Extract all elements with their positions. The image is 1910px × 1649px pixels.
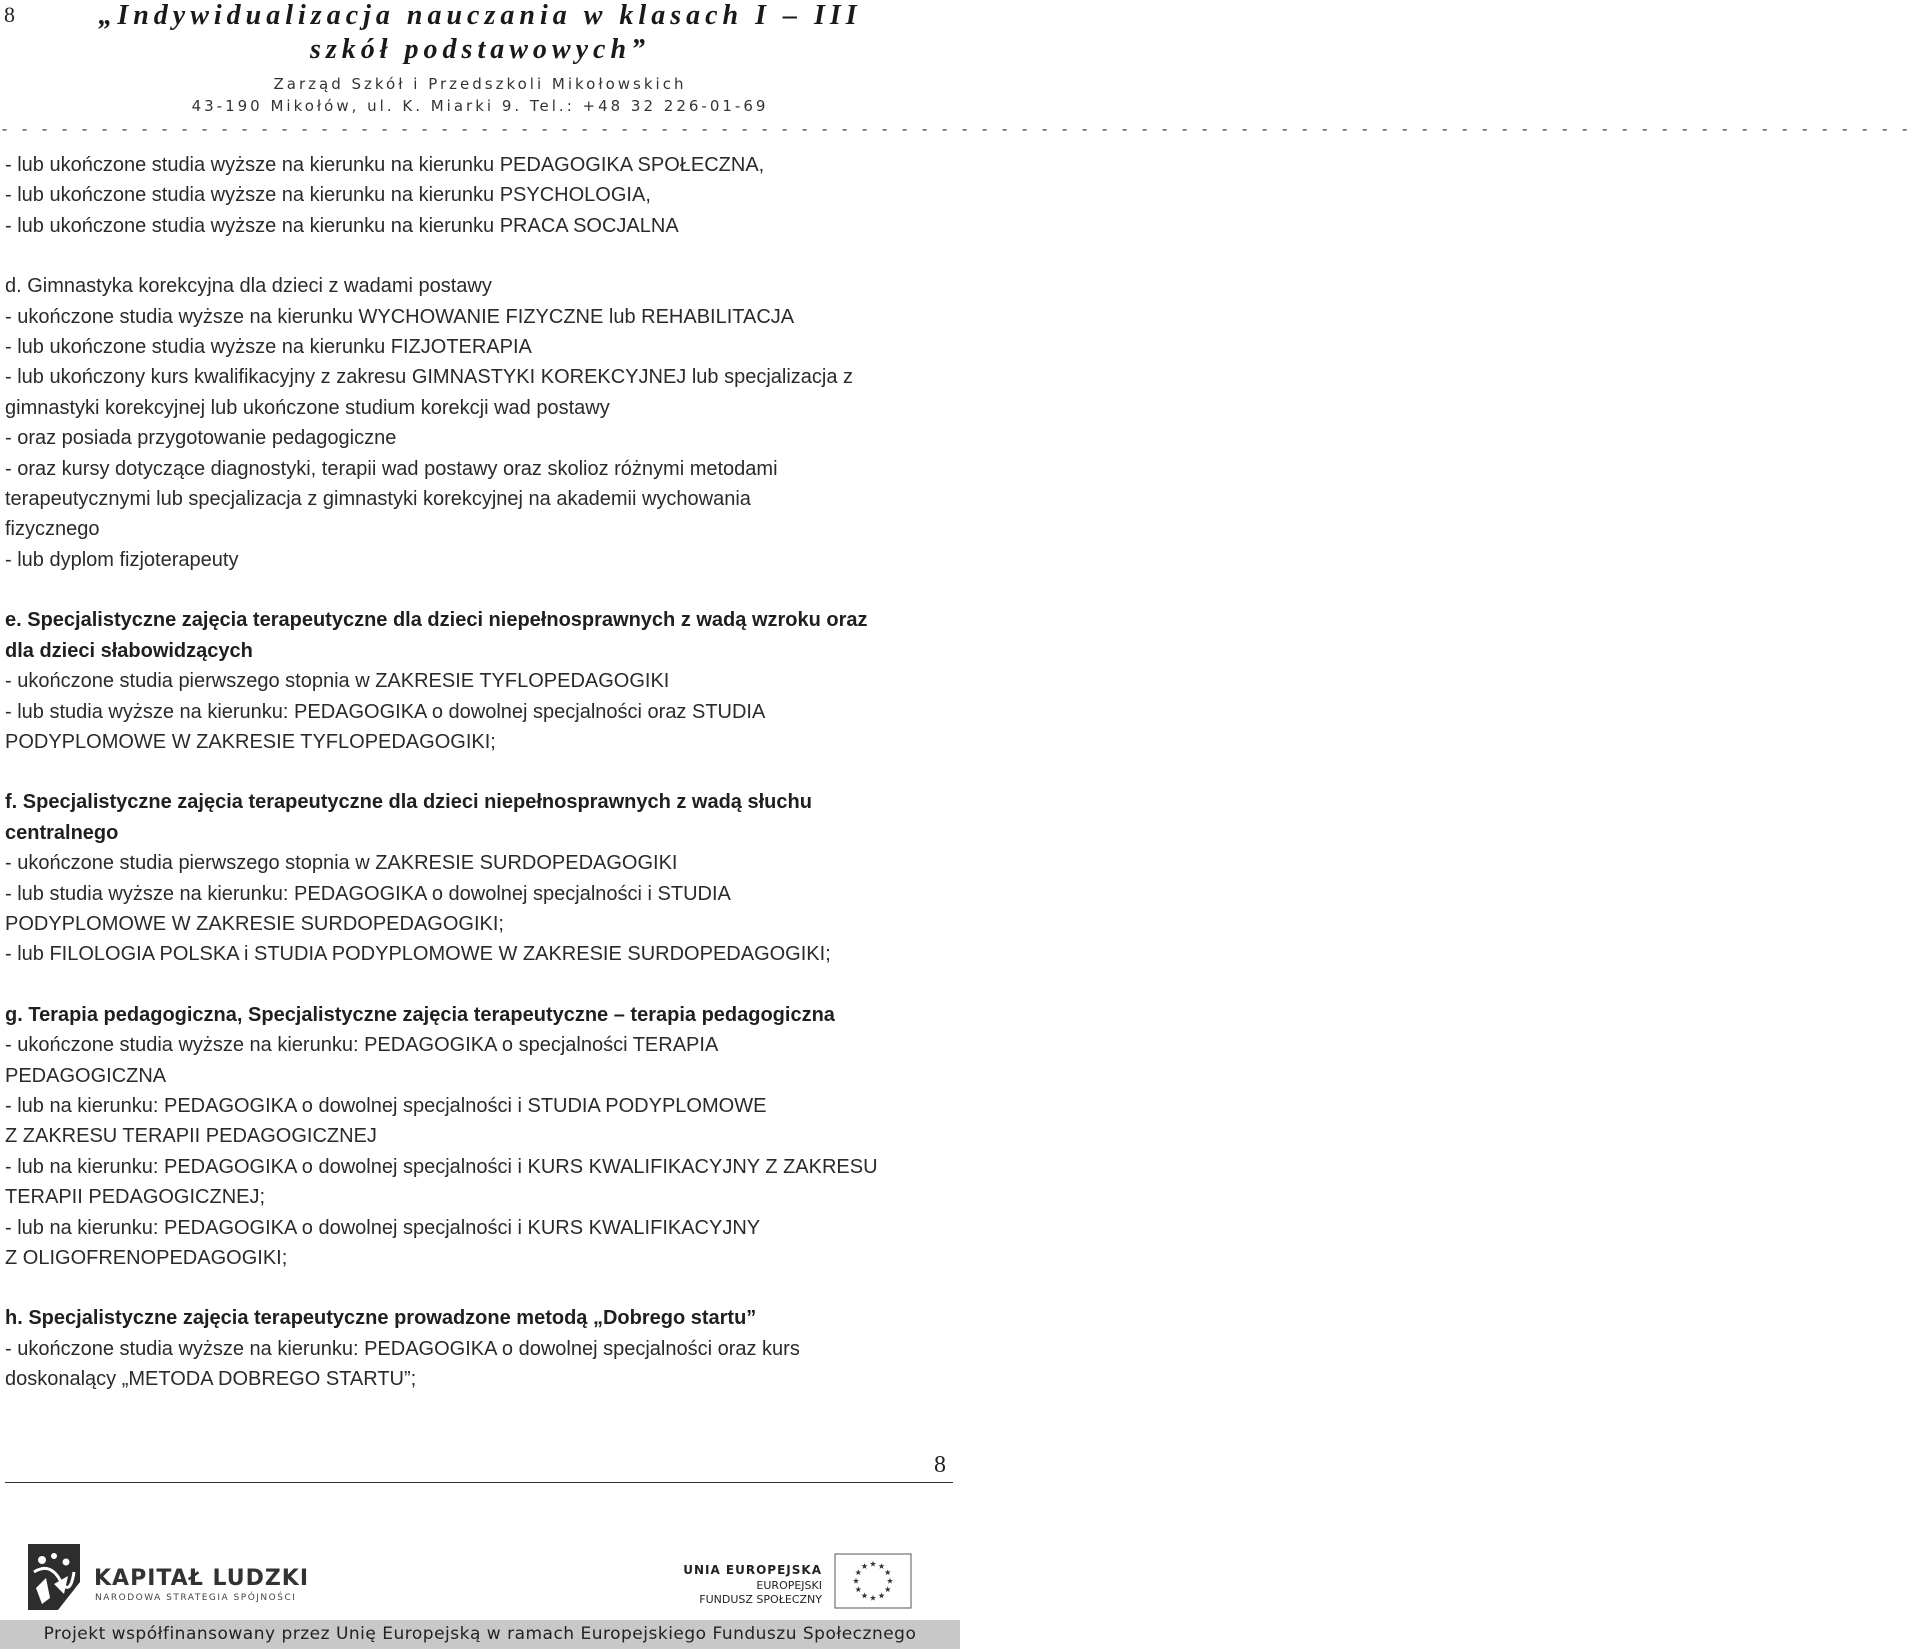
section-d-line: gimnastyki korekcyjnej lub ukończone studium korekcji wad postawy [5,396,610,419]
eu-flag-icon [834,1553,912,1609]
header-separator: - - - - - - - - - - - - - - - - - - - - - - - - - - - - - - - - - - - - - - - - - - - - - - - - - - - - - - - - - - - - - - - - - - - - - - - - - - - - - - - - - - - - - - - - - - - - - - - - [0,122,1910,139]
document-title-line-2: szkół podstawowych” [309,34,651,65]
section-h-line: - ukończone studia wyższe na kierunku: PEDAGOGIKA o dowolnej specjalności oraz kurs [5,1337,800,1360]
section-f-line: - ukończone studia pierwszego stopnia w ZAKRESIE SURDOPEDAGOGIKI [5,852,678,875]
eu-fund-line-1: EUROPEJSKI [756,1579,822,1592]
document-title-line-1: „Indywidualizacja nauczania w klasach I – III [98,0,862,31]
footer-rule [5,1482,953,1483]
section-g-line: - lub na kierunku: PEDAGOGIKA o dowolnej specjalności i STUDIA PODYPLOMOWE [5,1094,767,1117]
intro-line: - lub ukończone studia wyższe na kierunku na kierunku PEDAGOGIKA SPOŁECZNA, [5,154,765,176]
section-g-line: Z ZAKRESU TERAPII PEDAGOGICZNEJ [5,1125,377,1148]
section-e-line: - lub studia wyższe na kierunku: PEDAGOGIKA o dowolnej specjalności oraz STUDIA [5,700,766,723]
section-e-heading: e. Specjalistyczne zajęcia terapeutyczne dla dzieci niepełnosprawnych z wadą wzroku oraz [5,609,868,632]
section-h-line: doskonalący „METODA DOBREGO STARTU”; [5,1368,417,1391]
section-f-heading: f. Specjalistyczne zajęcia terapeutyczne dla dzieci niepełnosprawnych z wadą słuchu [5,791,812,814]
section-g-heading: g. Terapia pedagogiczna, Specjalistyczne zajęcia terapeutyczne – terapia pedagogiczna [5,1003,835,1026]
eu-logo [683,1551,940,1611]
section-d-heading: d. Gimnastyka korekcyjna dla dzieci z wadami postawy [5,275,492,298]
kapital-ludzki-logo-icon [20,1542,88,1612]
intro-line: - lub ukończone studia wyższe na kierunku na kierunku PSYCHOLOGIA, [5,184,651,207]
section-e-line: PODYPLOMOWE W ZAKRESIE TYFLOPEDAGOGIKI; [5,730,496,753]
section-d-line: - lub dyplom fizjoterapeuty [5,548,239,571]
section-g-line: Z OLIGOFRENOPEDAGOGIKI; [5,1247,288,1269]
section-f-heading-cont: centralnego [5,821,119,844]
eu-fund-line-2: FUNDUSZ SPOŁECZNY [699,1593,822,1606]
eu-name-line: UNIA EUROPEJSKA [683,1563,822,1577]
section-h-heading: h. Specjalistyczne zajęcia terapeutyczne prowadzone metodą „Dobrego startu” [5,1307,757,1330]
section-e-line: - ukończone studia pierwszego stopnia w ZAKRESIE TYFLOPEDAGOGIKI [5,670,670,693]
footer-page-number: 8 [934,1452,946,1478]
section-d-line: - oraz kursy dotyczące diagnostyki, terapii wad postawy oraz skolioz różnymi metodami [5,457,778,480]
section-f-line: - lub studia wyższe na kierunku: PEDAGOGIKA o dowolnej specjalności i STUDIA [5,882,731,905]
section-g-line: - lub na kierunku: PEDAGOGIKA o dowolnej specjalności i KURS KWALIFIKACYJNY [5,1216,761,1239]
project-funding-note: Projekt współfinansowany przez Unię Europejską w ramach Europejskiego Funduszu Społecznego [0,1620,960,1649]
section-g-line: - ukończone studia wyższe na kierunku: PEDAGOGIKA o specjalności TERAPIA [5,1034,719,1057]
section-d-line: - ukończone studia wyższe na kierunku WYCHOWANIE FIZYCZNE lub REHABILITACJA [5,305,795,328]
section-f-line: PODYPLOMOWE W ZAKRESIE SURDOPEDAGOGIKI; [5,912,504,935]
kapital-ludzki-logo [20,1542,320,1612]
organization-name: Zarząd Szkół i Przedszkoli Mikołowskich [273,75,687,93]
section-d-line: - oraz posiada przygotowanie pedagogiczne [5,427,397,450]
section-d-line: - lub ukończony kurs kwalifikacyjny z zakresu GIMNASTYKI KOREKCYJNEJ lub specjalizacja z [5,366,854,389]
organization-address: 43-190 Mikołów, ul. K. Miarki 9. Tel.: +48 32 226-01-69 [191,97,769,115]
section-d-line: - lub ukończone studia wyższe na kierunku FIZJOTERAPIA [5,336,532,359]
section-d-line: fizycznego [5,518,100,541]
kapital-ludzki-title: KAPITAŁ LUDZKI [94,1566,310,1591]
section-g-line: TERAPII PEDAGOGICZNEJ; [5,1186,266,1209]
kapital-ludzki-subtitle: NARODOWA STRATEGIA SPÓJNOŚCI [95,1593,297,1603]
section-g-line: PEDAGOGICZNA [5,1064,167,1087]
document-body [5,150,955,1395]
section-f-line: - lub FILOLOGIA POLSKA i STUDIA PODYPLOMOWE W ZAKRESIE SURDOPEDAGOGIKI; [5,943,831,966]
section-e-heading-cont: dla dzieci słabowidzących [5,639,253,662]
header-page-number: 8 [4,2,15,27]
section-d-line: terapeutycznymi lub specjalizacja z gimnastyki korekcyjnej na akademii wychowania [5,488,751,511]
intro-line: - lub ukończone studia wyższe na kierunku na kierunku PRACA SOCJALNA [5,214,679,237]
section-g-line: - lub na kierunku: PEDAGOGIKA o dowolnej specjalności i KURS KWALIFIKACYJNY Z ZAKRESU [5,1155,878,1178]
